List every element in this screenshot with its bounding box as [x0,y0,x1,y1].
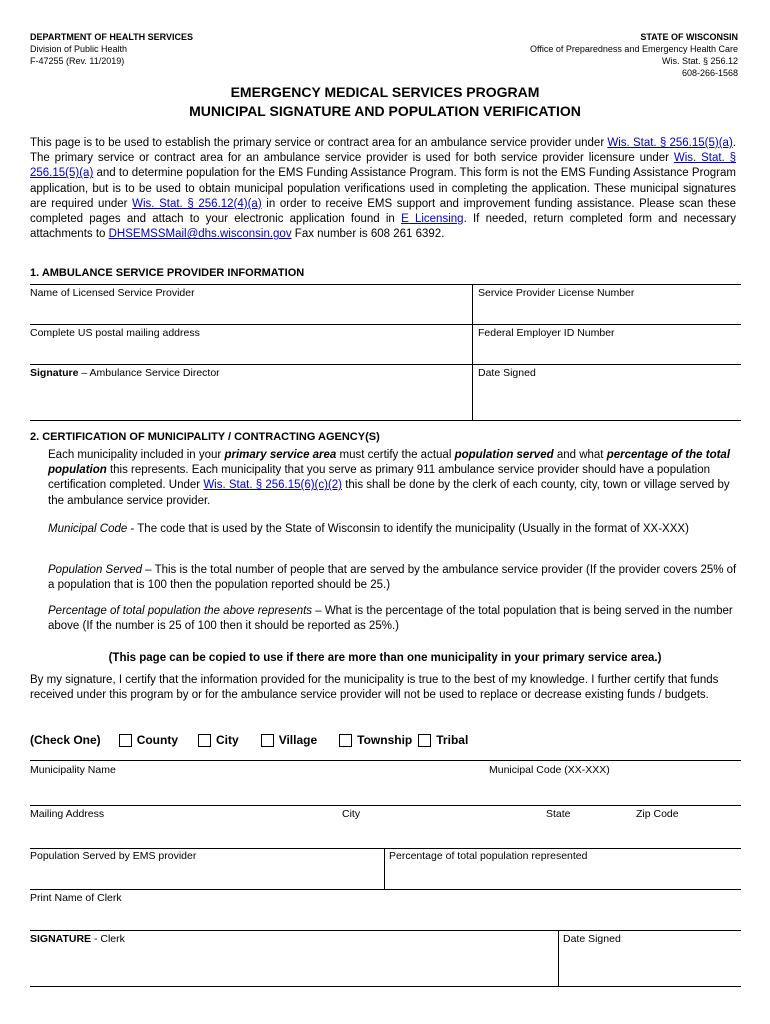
emphasis-text: population served [454,449,554,461]
intro-text: . If needed, return completed form and necessary attachments to [30,213,736,241]
county-label: County [136,733,179,747]
intro-text: . The primary service or contract area for an ambulance service provider is used for both service provider licensure under [30,137,736,165]
city-label: City [216,733,239,747]
page-title [0,83,770,121]
option-township[interactable] [339,733,412,747]
divider [30,986,741,987]
city-field-label: City [342,808,361,820]
municipality-type-selector [30,733,468,747]
clerk-signature-label-rest: - Clerk [91,933,125,945]
fein-field[interactable] [473,325,741,364]
option-tribal[interactable] [418,733,468,747]
definition-term: Municipal Code [48,523,128,535]
option-village[interactable] [261,733,317,747]
director-signature-field[interactable] [30,365,473,420]
divider [30,848,741,849]
option-county[interactable] [119,733,178,747]
definition-text: – What is the percentage of the total population that is being served in the number above (If the number is 25 of 100 then it should be reported as 25%.) [48,605,733,633]
office-phone: 608-266-1568 [681,68,738,78]
provider-row-3 [30,365,741,421]
clerk-name-input[interactable] [30,905,739,929]
certification-statement: By my signature, I certify that the information provided for the municipality is true to the best of my knowledge. I further certify that funds received under this program by or for the ambulance service provider will not be used to replace or decrease existing funds / budgets. [30,674,719,702]
definition-text: - The code that is used by the State of Wisconsin to identify the municipality (Usually in the format of XX-XXX) [127,523,689,535]
provider-row-2 [30,325,741,365]
fein-label: Federal Employer ID Number [478,327,615,339]
percentage-input[interactable] [389,863,739,887]
mailing-address-field[interactable] [30,325,473,364]
clerk-name-label: Print Name of Clerk [30,892,122,904]
definition-text: – This is the total number of people that are served by the ambulance service provider (If the provider covers 25% of a population that is 100 then the population reported should be 25.) [48,564,737,592]
provider-row-1 [30,285,741,325]
title-line-1: EMERGENCY MEDICAL SERVICES PROGRAM [230,84,540,100]
municipality-address-input[interactable] [30,821,336,847]
mailing-address-label: Complete US postal mailing address [30,327,200,339]
statute-reference: Wis. Stat. § 256.12 [661,56,738,66]
copy-note: (This page can be copied to use if there are more than one municipality in your primary service area.) [108,652,662,664]
director-date-field[interactable] [473,365,741,420]
population-served-input[interactable] [30,863,380,887]
provider-info-table [30,284,741,421]
percentage-label: Percentage of total population represented [389,850,588,862]
signature-label-bold: Signature [30,367,79,379]
section-2-heading: 2. CERTIFICATION OF MUNICIPALITY / CONTRACTING AGENCY(S) [30,431,380,443]
instruction-text: Each municipality included in your [48,449,225,461]
divider [30,805,741,806]
municipality-name-input[interactable] [30,777,485,803]
divider [30,930,741,931]
county-checkbox[interactable] [119,734,132,747]
provider-name-label: Name of Licensed Service Provider [30,287,195,299]
check-one-label: (Check One) [30,733,101,747]
intro-text: This page is to be used to establish the primary service or contract area for an ambulance service provider under [30,137,608,149]
definition-term: Population Served [48,564,142,576]
municipal-code-input[interactable] [489,777,739,803]
definition-term: Percentage of total population the above represents [48,605,313,617]
village-label: Village [278,733,318,747]
municipality-city-input[interactable] [342,821,542,847]
clerk-date-label: Date Signed [563,933,621,945]
emphasis-text: primary service area [224,449,337,461]
municipality-zip-input[interactable] [636,821,740,847]
certification-instructions [48,448,738,509]
divider [30,760,741,761]
population-served-definition [48,563,738,593]
intro-text: Fax number is 608 261 6392. [291,228,445,241]
municipality-state-input[interactable] [546,821,632,847]
section-1-heading: 1. AMBULANCE SERVICE PROVIDER INFORMATION [30,267,305,279]
state-field-label: State [546,808,571,820]
instruction-text: must certify the actual [336,449,455,461]
wis-stat-256-15-5-a-link-2[interactable]: Wis. Stat. § 256.15(5)(a) [30,152,736,180]
signature-label-rest: – Ambulance Service Director [78,367,220,379]
emphasis-text: percentage of the total population [48,449,731,477]
office-name: Office of Preparedness and Emergency Health Care [530,44,738,54]
intro-text: and to determine population for the EMS Funding Assistance Program. This form is not the EMS Funding Assistance Program application, but is to be used to obtain municipal population verifications used in completing the application. These municipal signatures are required under [30,167,736,210]
title-line-2: MUNICIPAL SIGNATURE AND POPULATION VERIFICATION [189,103,581,119]
city-checkbox[interactable] [198,734,211,747]
township-checkbox[interactable] [339,734,352,747]
department-name: DEPARTMENT OF HEALTH SERVICES [30,32,194,42]
percentage-definition [48,604,738,634]
email-link[interactable]: DHSEMSSMail@dhs.wisconsin.gov [108,228,292,241]
village-checkbox[interactable] [261,734,274,747]
e-licensing-link[interactable]: E Licensing [401,213,464,226]
provider-name-field[interactable] [30,285,473,324]
state-name: STATE OF WISCONSIN [640,32,738,42]
divider [384,848,385,889]
clerk-date-input[interactable] [563,946,739,984]
option-city[interactable] [198,733,239,747]
mailing-address-label: Mailing Address [30,808,105,820]
wis-stat-256-15-6-c-2-link[interactable]: Wis. Stat. § 256.15(6)(c)(2) [203,479,343,492]
municipality-name-label: Municipality Name [30,764,116,776]
municipal-code-label: Municipal Code (XX-XXX) [489,764,610,776]
form-number: F-47255 (Rev. 11/2019) [30,56,125,66]
clerk-signature-label [30,933,125,945]
clerk-signature-input[interactable] [30,946,554,984]
instruction-text: this shall be done by the clerk of each county, city, town or village served by the ambulance service provider. [48,479,730,507]
division-name: Division of Public Health [30,44,128,54]
intro-text: in order to receive EMS support and improvement funding assistance. Please scan these completed pages and attach to your electronic application found in [30,197,737,226]
instruction-text: this represents. Each municipality that you serve as primary 911 ambulance service provider should have a population certification completed. Under [48,464,710,492]
instruction-text: and what [553,449,607,461]
divider [30,889,741,890]
tribal-label: Tribal [436,733,469,747]
divider [558,930,559,986]
intro-paragraph [30,136,736,242]
license-number-field[interactable] [473,285,741,324]
license-number-label: Service Provider License Number [478,287,635,299]
wis-stat-256-15-5-a-link[interactable]: Wis. Stat. § 256.15(5)(a) [607,137,733,149]
tribal-checkbox[interactable] [418,734,431,747]
clerk-signature-label-bold: SIGNATURE [30,933,92,945]
header-left [30,31,193,67]
township-label: Township [357,733,413,747]
date-signed-label: Date Signed [478,367,536,379]
zip-code-label: Zip Code [636,808,679,820]
population-served-label: Population Served by EMS provider [30,850,197,862]
wis-stat-256-12-4-a-link[interactable]: Wis. Stat. § 256.12(4)(a) [132,197,262,210]
municipal-code-definition [48,522,738,537]
header-right [530,31,738,79]
